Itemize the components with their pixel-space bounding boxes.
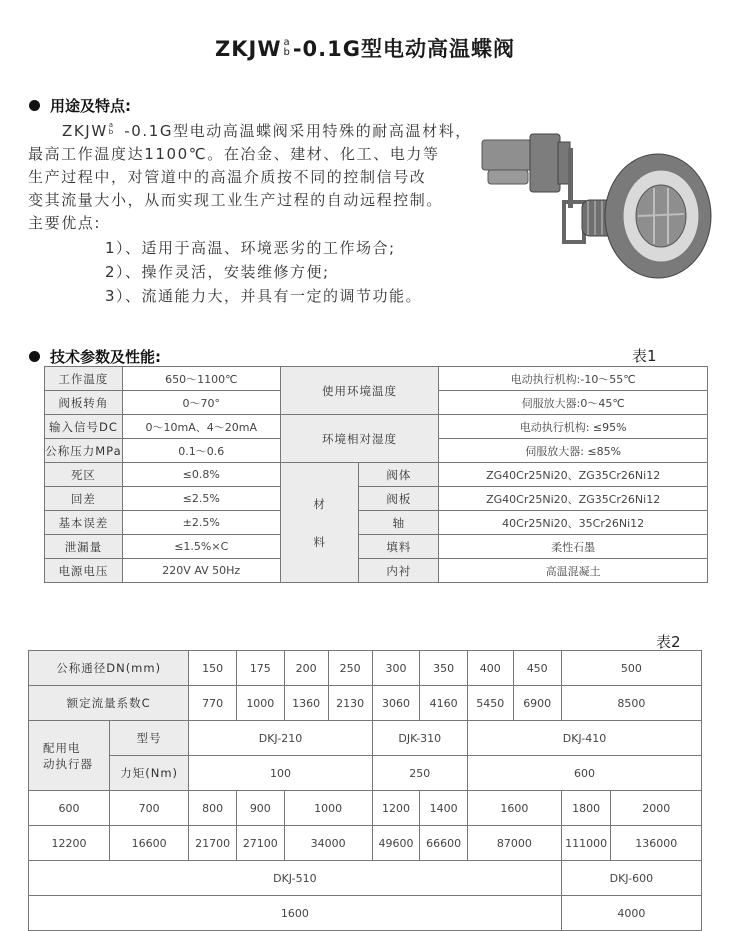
- advantage-item: 3）、流通能力大，并具有一定的调节功能。: [105, 287, 423, 305]
- spec-label: 回差: [45, 487, 123, 511]
- c-value: 21700: [189, 826, 237, 861]
- dimensions-table: [28, 650, 702, 931]
- model-value: DJK-310: [372, 721, 467, 756]
- material-value: 高温混凝土: [439, 559, 708, 583]
- torque-value: 250: [372, 756, 467, 791]
- table-row: [45, 367, 708, 391]
- advantages-list: [105, 236, 422, 308]
- material-part: 填料: [359, 535, 439, 559]
- advantages-heading: 主要优点:: [28, 214, 102, 232]
- c-value: 12200: [29, 826, 110, 861]
- table-row: [29, 686, 702, 721]
- spec-value: 0.1～0.6: [122, 439, 280, 463]
- specs-heading: 技术参数及性能:: [29, 346, 161, 367]
- material-label: 材 料: [280, 463, 359, 583]
- c-value: 16600: [110, 826, 189, 861]
- torque-value: 4000: [561, 896, 701, 931]
- usage-paragraph: [28, 120, 478, 235]
- table-row: [29, 651, 702, 686]
- spec-label: 基本误差: [45, 511, 123, 535]
- dn-value: 1200: [372, 791, 420, 826]
- table-row: [29, 861, 702, 896]
- torque-value: 100: [189, 756, 372, 791]
- table-row: [45, 415, 708, 439]
- material-part: 轴: [359, 511, 439, 535]
- c-value: 87000: [467, 826, 561, 861]
- table-row: [29, 896, 702, 931]
- bullet-icon: [29, 351, 40, 362]
- spec-value: 0～70°: [122, 391, 280, 415]
- dn-value: 1000: [284, 791, 372, 826]
- dn-value: 800: [189, 791, 237, 826]
- spec-label: 阀板转角: [45, 391, 123, 415]
- c-value: 5450: [467, 686, 513, 721]
- c-value: 34000: [284, 826, 372, 861]
- dn-value: 600: [29, 791, 110, 826]
- butterfly-valve-photo-icon: [478, 112, 718, 282]
- table-row: [45, 559, 708, 583]
- actuator-label: 配用电 动执行器: [29, 721, 110, 791]
- title-model-suffix: -0.1G型电动高温蝶阀: [292, 37, 515, 61]
- table-row: [45, 487, 708, 511]
- spec-value: ±2.5%: [122, 511, 280, 535]
- c-value: 49600: [372, 826, 420, 861]
- model-value: DKJ-510: [29, 861, 562, 896]
- dn-value: 200: [284, 651, 328, 686]
- torque-label: 力矩(Nm): [110, 756, 189, 791]
- dn-value: 700: [110, 791, 189, 826]
- usage-line-3: 生产过程中，对管道中的高温介质按不同的控制信号改: [28, 168, 427, 186]
- torque-value: 600: [467, 756, 701, 791]
- table-row: [45, 511, 708, 535]
- model-label: 型号: [110, 721, 189, 756]
- c-value: 3060: [372, 686, 420, 721]
- material-part: 内衬: [359, 559, 439, 583]
- env-temp-value: 伺服放大器:0～45℃: [439, 391, 708, 415]
- usage-heading: 用途及特点:: [29, 95, 131, 116]
- dn-value: 150: [189, 651, 237, 686]
- material-part: 阀板: [359, 487, 439, 511]
- model-value: DKJ-410: [467, 721, 701, 756]
- env-humidity-value: 伺服放大器: ≤85%: [439, 439, 708, 463]
- material-part: 阀体: [359, 463, 439, 487]
- spec-label: 死区: [45, 463, 123, 487]
- dn-label: 公称通径DN(mm): [29, 651, 189, 686]
- usage-line-4: 变其流量大小，从而实现工业生产过程的自动远程控制。: [28, 191, 444, 209]
- dn-value: 450: [513, 651, 561, 686]
- advantage-item: 2）、操作灵活，安装维修方便;: [105, 263, 330, 281]
- dn-value: 2000: [611, 791, 702, 826]
- env-humidity-label: 环境相对湿度: [280, 415, 439, 463]
- dn-value: 175: [236, 651, 284, 686]
- model-value: DKJ-210: [189, 721, 372, 756]
- table-row: [45, 535, 708, 559]
- spec-label: 泄漏量: [45, 535, 123, 559]
- spec-value: ≤0.8%: [122, 463, 280, 487]
- table-1-label: 表1: [632, 347, 657, 365]
- spec-label: 电源电压: [45, 559, 123, 583]
- c-label: 额定流量系数C: [29, 686, 189, 721]
- c-value: 1000: [236, 686, 284, 721]
- spec-label: 输入信号DC: [45, 415, 123, 439]
- c-value: 6900: [513, 686, 561, 721]
- material-value: 柔性石墨: [439, 535, 708, 559]
- material-value: ZG40Cr25Ni20、ZG35Cr26Ni12: [439, 463, 708, 487]
- table-row: [29, 826, 702, 861]
- c-value: 4160: [420, 686, 468, 721]
- env-temp-label: 使用环境温度: [280, 367, 439, 415]
- dn-value: 1600: [467, 791, 561, 826]
- c-value: 8500: [561, 686, 701, 721]
- model-value: DKJ-600: [561, 861, 701, 896]
- specs-table: [44, 366, 708, 583]
- material-value: ZG40Cr25Ni20、ZG35Cr26Ni12: [439, 487, 708, 511]
- dn-value: 400: [467, 651, 513, 686]
- dn-value: 250: [328, 651, 372, 686]
- c-value: 66600: [420, 826, 468, 861]
- env-temp-value: 电动执行机构:-10～55℃: [439, 367, 708, 391]
- dn-value: 1800: [561, 791, 611, 826]
- page-title: [0, 33, 730, 63]
- spec-value: 220V AV 50Hz: [122, 559, 280, 583]
- spec-value: ≤2.5%: [122, 487, 280, 511]
- bullet-icon: [29, 100, 40, 111]
- advantage-item: 1）、适用于高温、环境恶劣的工作场合;: [105, 239, 396, 257]
- table-row: [29, 721, 702, 756]
- dn-value: 1400: [420, 791, 468, 826]
- c-value: 770: [189, 686, 237, 721]
- title-superscript-subscript: a b: [283, 37, 291, 58]
- usage-line-2: 最高工作温度达1100℃。在冶金、建材、化工、电力等: [28, 145, 440, 163]
- env-humidity-value: 电动执行机构: ≤95%: [439, 415, 708, 439]
- c-value: 2130: [328, 686, 372, 721]
- table-row: [29, 791, 702, 826]
- c-value: 1360: [284, 686, 328, 721]
- dn-value: 300: [372, 651, 420, 686]
- spec-label: 公称压力MPa: [45, 439, 123, 463]
- table-row: [45, 463, 708, 487]
- dn-value: 350: [420, 651, 468, 686]
- title-model-prefix: ZKJW: [215, 37, 282, 61]
- spec-label: 工作温度: [45, 367, 123, 391]
- table-2-label: 表2: [656, 633, 681, 651]
- usage-line-1: ZKJW a b -0.1G型电动高温蝶阀采用特殊的耐高温材料，: [62, 120, 472, 140]
- material-value: 40Cr25Ni20、35Cr26Ni12: [439, 511, 708, 535]
- spec-value: 0～10mA、4～20mA: [122, 415, 280, 439]
- c-value: 136000: [611, 826, 702, 861]
- dn-value: 900: [236, 791, 284, 826]
- c-value: 111000: [561, 826, 611, 861]
- torque-value: 1600: [29, 896, 562, 931]
- spec-value: ≤1.5%×C: [122, 535, 280, 559]
- table-row: [29, 756, 702, 791]
- spec-value: 650～1100℃: [122, 367, 280, 391]
- dn-value: 500: [561, 651, 701, 686]
- c-value: 27100: [236, 826, 284, 861]
